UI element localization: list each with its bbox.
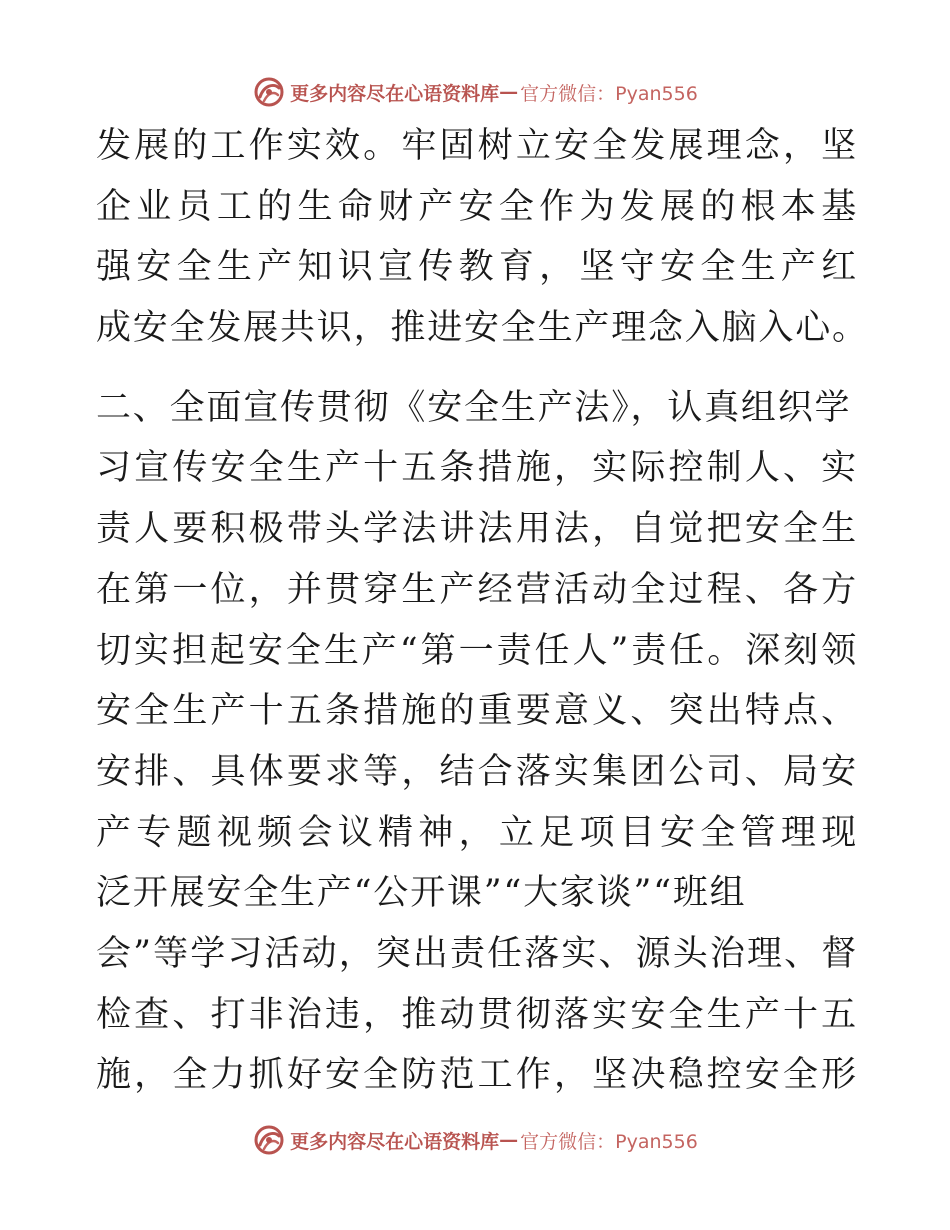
text-line: 泛开展安全生产“公开课”“大家谈”“班组	[96, 873, 747, 914]
footer-banner	[0, 1120, 950, 1160]
text-line: 习宣传安全生产十五条措施，实际控制人、实	[96, 448, 858, 489]
swirl-logo-icon	[252, 1123, 286, 1157]
swirl-logo-icon	[252, 75, 286, 109]
paragraph-2	[96, 378, 858, 1106]
banner-title: 更多内容尽在心语资料库	[290, 82, 500, 105]
banner-contact: 官方微信：Pyan556	[520, 82, 698, 105]
text-line: 检查、打非治违，推动贯彻落实安全生产十五	[96, 994, 858, 1035]
text-line: 安全生产十五条措施的重要意义、突出特点、	[96, 691, 858, 732]
document-body	[96, 116, 869, 1106]
text-line: 切实担起安全生产“第一责任人”责任。深刻领	[96, 630, 858, 671]
text-line: 安排、具体要求等，结合落实集团公司、局安	[96, 751, 858, 792]
text-line: 会”等学习活动，突出责任落实、源头治理、督	[96, 933, 858, 974]
text-line: 责人要积极带头学法讲法用法，自觉把安全生	[96, 509, 858, 550]
text-line: 二、全面宣传贯彻《安全生产法》，认真组织学	[96, 387, 852, 428]
text-line: 强安全生产知识宣传教育，坚守安全生产红	[96, 247, 858, 288]
text-line: 企业员工的生命财产安全作为发展的根本基	[96, 186, 858, 227]
text-line: 发展的工作实效。牢固树立安全发展理念，坚	[96, 126, 858, 166]
banner-separator: —	[499, 1129, 519, 1151]
banner-separator: —	[499, 81, 519, 103]
text-line: 在第一位，并贯穿生产经营活动全过程、各方	[96, 569, 858, 610]
text-line: 产专题视频会议精神，立足项目安全管理现	[96, 812, 858, 853]
text-line: 成安全发展共识，推进安全生产理念入脑入心。	[96, 308, 869, 349]
text-line: 施，全力抓好安全防范工作，坚决稳控安全形	[96, 1055, 858, 1096]
banner-contact: 官方微信：Pyan556	[520, 1130, 698, 1153]
banner-title: 更多内容尽在心语资料库	[290, 1130, 500, 1153]
header-banner	[0, 72, 950, 112]
paragraph-1	[96, 116, 869, 359]
